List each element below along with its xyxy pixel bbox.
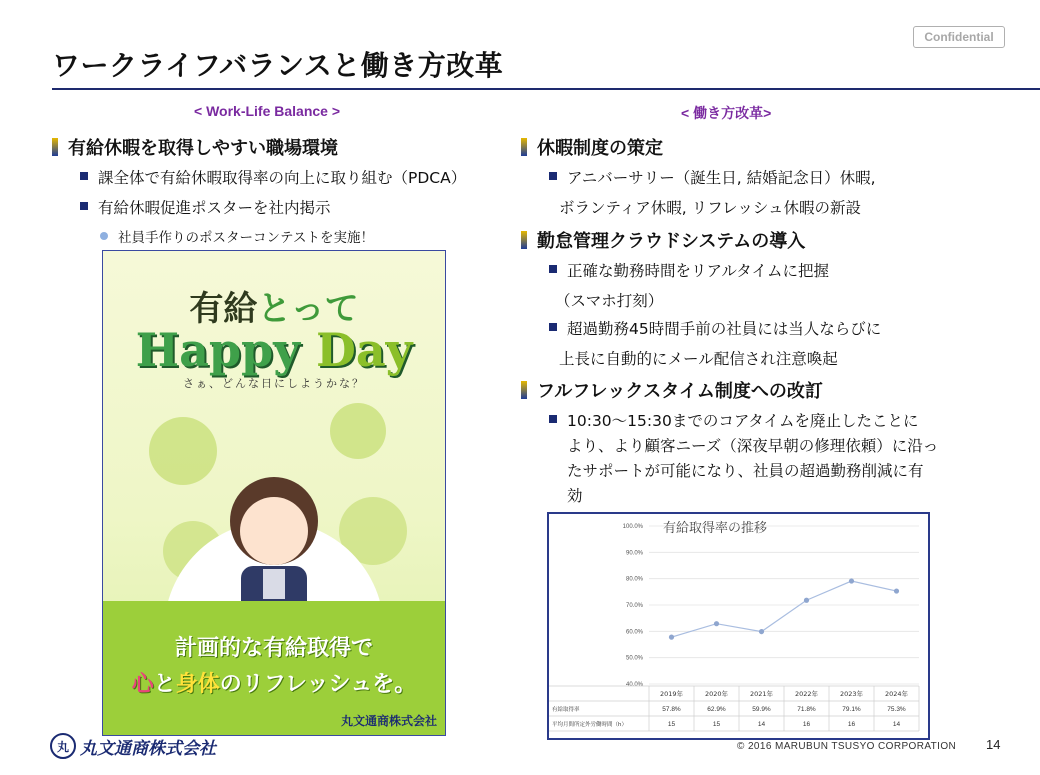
left-sub-bullet <box>100 226 374 246</box>
square-bullet-icon <box>549 172 557 180</box>
chart-y-tick-label: 90.0% <box>625 550 643 557</box>
chart-title: 有給取得率の推移 <box>663 521 768 536</box>
right-bullet-4-line1: 10:30～15:30までのコアタイムを廃止したことに <box>567 412 919 430</box>
company-logo-icon: 丸 <box>50 733 76 759</box>
right-bullet-3-line2: 上長に自動的にメール配信され注意喚起 <box>559 350 838 368</box>
poster-image <box>102 250 446 736</box>
poster-logo: 丸文通商株式会社 <box>340 714 437 728</box>
chart-x-tick-label: 2021年 <box>749 690 774 698</box>
chart-table-row-label: 有給取得率 <box>552 707 580 713</box>
heading-marker-icon <box>52 138 58 156</box>
right-heading-3 <box>521 377 823 403</box>
page-title: ワークライフバランスと働き方改革 <box>52 49 504 82</box>
right-heading-3-text: フルフレックスタイム制度への改訂 <box>537 381 823 402</box>
poster-title-d: Day <box>315 323 413 377</box>
chart-point <box>759 629 764 634</box>
chart-data-label: 14 <box>892 721 901 728</box>
heading-marker-icon <box>521 138 527 156</box>
right-heading-1-text: 休暇制度の策定 <box>537 138 663 159</box>
confidential-label: Confidential <box>913 26 1005 48</box>
right-heading-2-text: 勤怠管理クラウドシステムの導入 <box>537 231 806 252</box>
right-bullet-4-line4: 効 <box>567 487 583 505</box>
chart-y-tick-label: 60.0% <box>625 629 643 636</box>
page-number: 14 <box>986 737 1001 752</box>
leave-rate-chart <box>547 512 930 740</box>
right-bullet-1-cont <box>559 196 861 218</box>
left-heading-text: 有給休暇を取得しやすい職場環境 <box>68 138 338 159</box>
left-heading <box>52 134 338 160</box>
left-section-heading: < Work-Life Balance > <box>194 103 341 119</box>
chart-data-label: 62.9% <box>707 706 726 713</box>
chart-data-label: 57.8% <box>662 706 681 713</box>
poster-tagline: さぁ、どんな日にしようかな？ <box>183 377 365 390</box>
right-bullet-4-line2-row <box>567 434 938 456</box>
right-heading-2 <box>521 227 805 253</box>
right-bullet-4 <box>549 409 918 431</box>
chart-y-tick-label: 40.0% <box>625 682 643 688</box>
right-bullet-2-line1: 正確な勤務時間をリアルタイムに把握 <box>567 262 829 280</box>
chart-y-tick-label: 80.0% <box>625 576 643 583</box>
chart-table-row-label: 平均月間所定外労働時間（h） <box>552 722 627 728</box>
poster-bottom-2a: 心 <box>131 672 154 697</box>
chart-svg <box>549 514 924 734</box>
footer-logo-text: 丸文通商株式会社 <box>80 738 216 759</box>
circle-bullet-icon <box>100 232 108 240</box>
left-bullet-2 <box>80 196 331 218</box>
chart-data-label: 71.8% <box>797 706 816 713</box>
right-section-heading: < 働き方改革> <box>681 105 772 121</box>
chart-x-tick-label: 2024年 <box>884 690 909 698</box>
right-bullet-2-line2: （スマホ打刻） <box>555 292 664 310</box>
chart-x-tick-label: 2020年 <box>704 690 729 698</box>
right-bullet-1-line1: アニバーサリー（誕生日, 結婚記念日）休暇, <box>567 169 876 187</box>
chart-data-label: 79.1% <box>842 706 861 713</box>
left-sub-bullet-text: 社員手作りのポスターコンテストを実施！ <box>118 230 374 246</box>
poster-title-c: Happy <box>135 323 300 377</box>
chart-data-label: 75.3% <box>887 706 906 713</box>
chart-y-tick-label: 100.0% <box>622 524 643 530</box>
copyright: © 2016 MARUBUN TSUSYO CORPORATION <box>737 741 957 752</box>
right-bullet-2-cont <box>555 289 663 311</box>
poster-title-line2 <box>103 323 445 377</box>
poster-bottom-2c: 身体 <box>175 672 220 697</box>
right-bullet-1-line2: ボランティア休暇, リフレッシュ休暇の新設 <box>559 199 862 217</box>
left-bullet-1 <box>80 166 466 188</box>
chart-series-line <box>672 581 897 637</box>
left-bullet-2-text: 有給休暇促進ポスターを社内掲示 <box>98 199 331 217</box>
right-bullet-3-line1: 超過勤務45時間手前の社員には当人ならびに <box>567 320 882 338</box>
poster-bottom-line1: 計画的な有給取得で <box>174 636 373 661</box>
heading-marker-icon <box>521 231 527 249</box>
square-bullet-icon <box>80 172 88 180</box>
heading-marker-icon <box>521 381 527 399</box>
poster-title-b: とって <box>257 289 359 329</box>
chart-x-tick-label: 2023年 <box>839 690 864 698</box>
chart-point <box>714 621 719 626</box>
chart-point <box>804 598 809 603</box>
poster-bottom-line2 <box>103 667 445 698</box>
right-heading-1 <box>521 134 663 160</box>
chart-point <box>669 635 674 640</box>
left-bullet-1-text: 課全体で有給休暇取得率の向上に取り組む（PDCA） <box>98 169 467 187</box>
square-bullet-icon <box>549 265 557 273</box>
square-bullet-icon <box>549 323 557 331</box>
poster-bottom-2b: と <box>153 672 176 697</box>
poster-illustration <box>103 391 445 621</box>
chart-data-label: 16 <box>847 721 856 728</box>
chart-point <box>894 588 899 593</box>
chart-x-tick-label: 2022年 <box>794 690 819 698</box>
right-bullet-4-line4-row <box>567 484 583 506</box>
square-bullet-icon <box>549 415 557 423</box>
poster-bottom-2d: のリフレッシュを。 <box>219 672 417 697</box>
right-bullet-4-line3-row <box>567 459 924 481</box>
chart-data-label: 59.9% <box>752 706 771 713</box>
right-bullet-3-cont <box>559 347 838 369</box>
square-bullet-icon <box>80 202 88 210</box>
right-bullet-1 <box>549 166 876 188</box>
right-bullet-3 <box>549 317 881 339</box>
chart-x-tick-label: 2019年 <box>659 690 684 698</box>
right-bullet-2 <box>549 259 829 281</box>
title-divider <box>52 88 1040 90</box>
chart-point <box>849 578 854 583</box>
chart-data-label: 15 <box>712 721 721 728</box>
poster-title-a: 有給 <box>189 289 258 329</box>
chart-y-tick-label: 70.0% <box>625 603 643 609</box>
right-bullet-4-line3: たサポートが可能になり、社員の超過勤務削減に有 <box>567 462 924 480</box>
chart-data-label: 15 <box>667 721 676 728</box>
right-bullet-4-line2: より、より顧客ニーズ（深夜早朝の修理依頼）に沿っ <box>567 437 939 455</box>
chart-data-label: 16 <box>802 721 811 728</box>
chart-y-tick-label: 50.0% <box>625 655 643 662</box>
footer-logo <box>50 733 216 759</box>
chart-data-label: 14 <box>757 721 766 728</box>
